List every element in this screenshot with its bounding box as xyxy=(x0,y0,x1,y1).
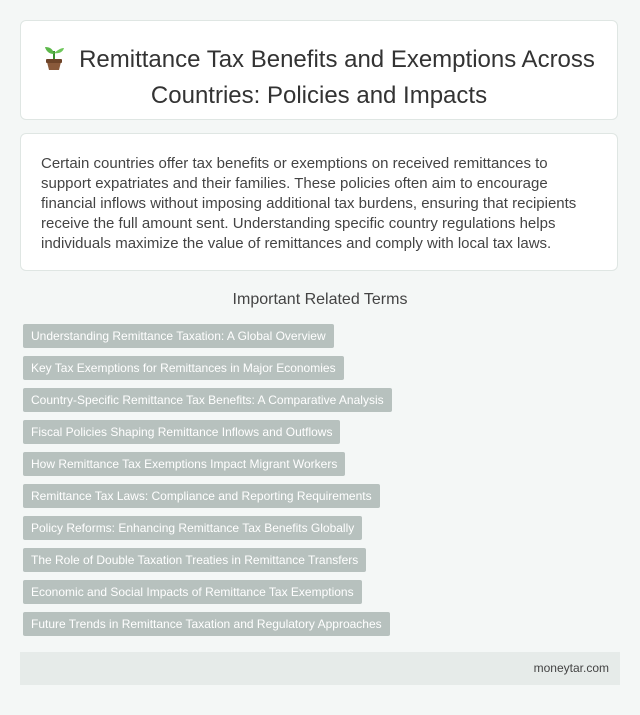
related-terms-heading: Important Related Terms xyxy=(232,291,408,308)
related-term-tag[interactable]: Key Tax Exemptions for Remittances in Major Economies xyxy=(23,356,344,380)
related-term-tag[interactable]: Fiscal Policies Shaping Remittance Inflows and Outflows xyxy=(23,420,340,444)
footer xyxy=(20,652,620,685)
related-term-tag[interactable]: Understanding Remittance Taxation: A Global Overview xyxy=(23,324,334,348)
related-term-tag[interactable]: Economic and Social Impacts of Remittance Tax Exemptions xyxy=(23,580,362,604)
related-term-tag[interactable]: Future Trends in Remittance Taxation and Regulatory Approaches xyxy=(23,612,390,636)
related-term-tag[interactable]: Policy Reforms: Enhancing Remittance Tax Benefits Globally xyxy=(23,516,362,540)
intro-card xyxy=(20,133,618,271)
related-term-tag[interactable]: How Remittance Tax Exemptions Impact Migrant Workers xyxy=(23,452,345,476)
related-term-tag[interactable]: Remittance Tax Laws: Compliance and Reporting Requirements xyxy=(23,484,380,508)
title-text: Remittance Tax Benefits and Exemptions Across Countries: Policies and Impacts xyxy=(79,46,595,109)
sprout-icon xyxy=(43,45,65,80)
related-terms-list xyxy=(23,324,392,644)
related-term-tag[interactable]: Country-Specific Remittance Tax Benefits: A Comparative Analysis xyxy=(23,388,392,412)
related-term-tag[interactable]: The Role of Double Taxation Treaties in Remittance Transfers xyxy=(23,548,366,572)
intro-text: Certain countries offer tax benefits or exemptions on received remittances to support expatriates and their families. These policies often aim to encourage financial inflows without imposing additional tax burdens, ensuring that recipients receive the full amount sent. Understanding specific country regulations helps individuals maximize the value of remittances and comply with local tax laws. xyxy=(41,155,577,252)
page-title xyxy=(21,44,617,112)
site-link[interactable]: moneytar.com xyxy=(533,661,609,675)
title-card xyxy=(20,20,618,120)
